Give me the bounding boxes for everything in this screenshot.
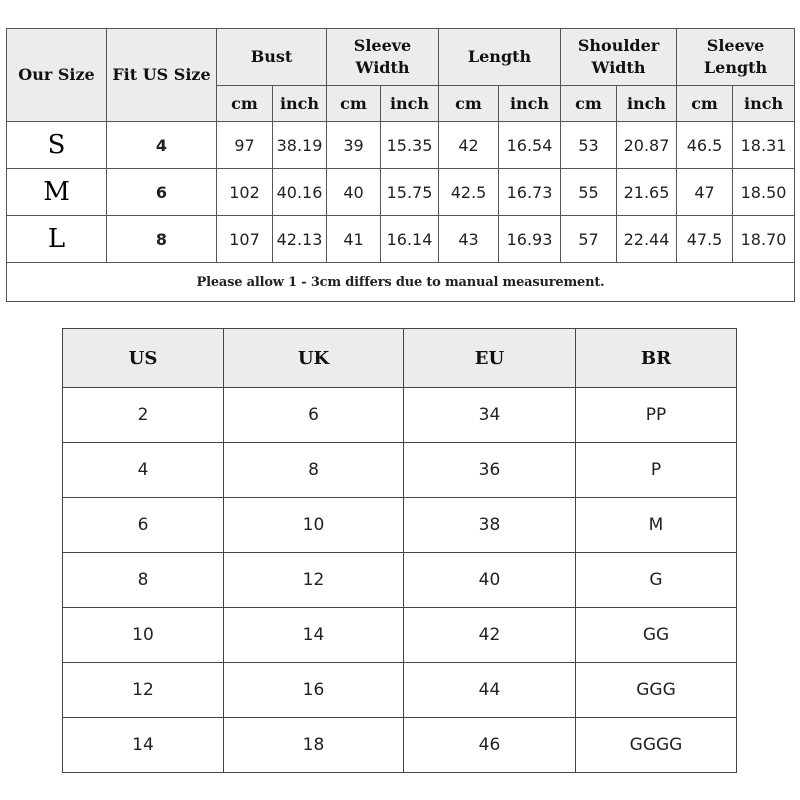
bust-cm-cell: 102: [217, 169, 273, 216]
eu-cell: 36: [404, 443, 576, 498]
eu-cell: 34: [404, 388, 576, 443]
sleeve-length-inch-cell: 18.31: [733, 122, 795, 169]
length-cm-cell: 43: [439, 216, 499, 263]
header-sleeve-width: Sleeve Width: [327, 29, 439, 86]
br-cell: GG: [576, 608, 737, 663]
sleeve-length-inch-cell: 18.70: [733, 216, 795, 263]
header-br: BR: [576, 329, 737, 388]
header-bust: Bust: [217, 29, 327, 86]
length-inch-cell: 16.73: [499, 169, 561, 216]
bust-cm-cell: 107: [217, 216, 273, 263]
us-cell: 10: [63, 608, 224, 663]
header-us: US: [63, 329, 224, 388]
br-cell: GGG: [576, 663, 737, 718]
length-inch-cell: 16.93: [499, 216, 561, 263]
shoulder-width-cm-cell: 57: [561, 216, 617, 263]
unit-inch: inch: [617, 86, 677, 122]
unit-cm: cm: [561, 86, 617, 122]
eu-cell: 38: [404, 498, 576, 553]
br-cell: P: [576, 443, 737, 498]
uk-cell: 8: [224, 443, 404, 498]
uk-cell: 16: [224, 663, 404, 718]
sleeve-width-inch-cell: 16.14: [381, 216, 439, 263]
unit-inch: inch: [273, 86, 327, 122]
sleeve-length-inch-cell: 18.50: [733, 169, 795, 216]
shoulder-width-inch-cell: 21.65: [617, 169, 677, 216]
unit-cm: cm: [327, 86, 381, 122]
sleeve-width-cm-cell: 41: [327, 216, 381, 263]
fit-us-size-cell: 8: [107, 216, 217, 263]
header-eu: EU: [404, 329, 576, 388]
eu-cell: 40: [404, 553, 576, 608]
eu-cell: 44: [404, 663, 576, 718]
bust-cm-cell: 97: [217, 122, 273, 169]
table-row: [7, 122, 795, 169]
uk-cell: 10: [224, 498, 404, 553]
table-row: [7, 169, 795, 216]
uk-cell: 6: [224, 388, 404, 443]
bust-inch-cell: 42.13: [273, 216, 327, 263]
sleeve-width-cm-cell: 39: [327, 122, 381, 169]
table-row: [63, 608, 737, 663]
header-shoulder-width: Shoulder Width: [561, 29, 677, 86]
table-row: [63, 388, 737, 443]
header-fit-us-size: Fit US Size: [107, 29, 217, 122]
table-row: [63, 553, 737, 608]
header-uk: UK: [224, 329, 404, 388]
us-cell: 8: [63, 553, 224, 608]
sleeve-width-inch-cell: 15.35: [381, 122, 439, 169]
unit-inch: inch: [499, 86, 561, 122]
table-row: [63, 443, 737, 498]
our-size-cell: M: [7, 169, 107, 216]
unit-cm: cm: [217, 86, 273, 122]
unit-cm: cm: [677, 86, 733, 122]
bust-inch-cell: 38.19: [273, 122, 327, 169]
unit-inch: inch: [733, 86, 795, 122]
eu-cell: 42: [404, 608, 576, 663]
length-inch-cell: 16.54: [499, 122, 561, 169]
shoulder-width-cm-cell: 55: [561, 169, 617, 216]
header-sleeve-length: Sleeve Length: [677, 29, 795, 86]
fit-us-size-cell: 4: [107, 122, 217, 169]
unit-inch: inch: [381, 86, 439, 122]
bust-inch-cell: 40.16: [273, 169, 327, 216]
our-size-cell: L: [7, 216, 107, 263]
length-cm-cell: 42.5: [439, 169, 499, 216]
size-chart-header-row: [7, 29, 795, 86]
unit-cm: cm: [439, 86, 499, 122]
size-chart-table: [6, 28, 795, 302]
our-size-cell: S: [7, 122, 107, 169]
us-cell: 12: [63, 663, 224, 718]
header-our-size: Our Size: [7, 29, 107, 122]
sleeve-length-cm-cell: 47: [677, 169, 733, 216]
br-cell: G: [576, 553, 737, 608]
shoulder-width-inch-cell: 22.44: [617, 216, 677, 263]
us-cell: 14: [63, 718, 224, 773]
us-cell: 2: [63, 388, 224, 443]
table-row: [7, 216, 795, 263]
shoulder-width-inch-cell: 20.87: [617, 122, 677, 169]
table-row: [63, 663, 737, 718]
uk-cell: 12: [224, 553, 404, 608]
sleeve-width-inch-cell: 15.75: [381, 169, 439, 216]
length-cm-cell: 42: [439, 122, 499, 169]
br-cell: M: [576, 498, 737, 553]
fit-us-size-cell: 6: [107, 169, 217, 216]
note-row: [7, 263, 795, 302]
sleeve-length-cm-cell: 46.5: [677, 122, 733, 169]
sleeve-length-cm-cell: 47.5: [677, 216, 733, 263]
shoulder-width-cm-cell: 53: [561, 122, 617, 169]
uk-cell: 18: [224, 718, 404, 773]
sleeve-width-cm-cell: 40: [327, 169, 381, 216]
header-length: Length: [439, 29, 561, 86]
table-row: [63, 718, 737, 773]
conversion-header-row: [63, 329, 737, 388]
table-row: [63, 498, 737, 553]
us-cell: 6: [63, 498, 224, 553]
measurement-note: Please allow 1 - 3cm differs due to manual measurement.: [7, 263, 795, 302]
uk-cell: 14: [224, 608, 404, 663]
br-cell: GGGG: [576, 718, 737, 773]
br-cell: PP: [576, 388, 737, 443]
eu-cell: 46: [404, 718, 576, 773]
size-conversion-table: [62, 328, 737, 773]
us-cell: 4: [63, 443, 224, 498]
